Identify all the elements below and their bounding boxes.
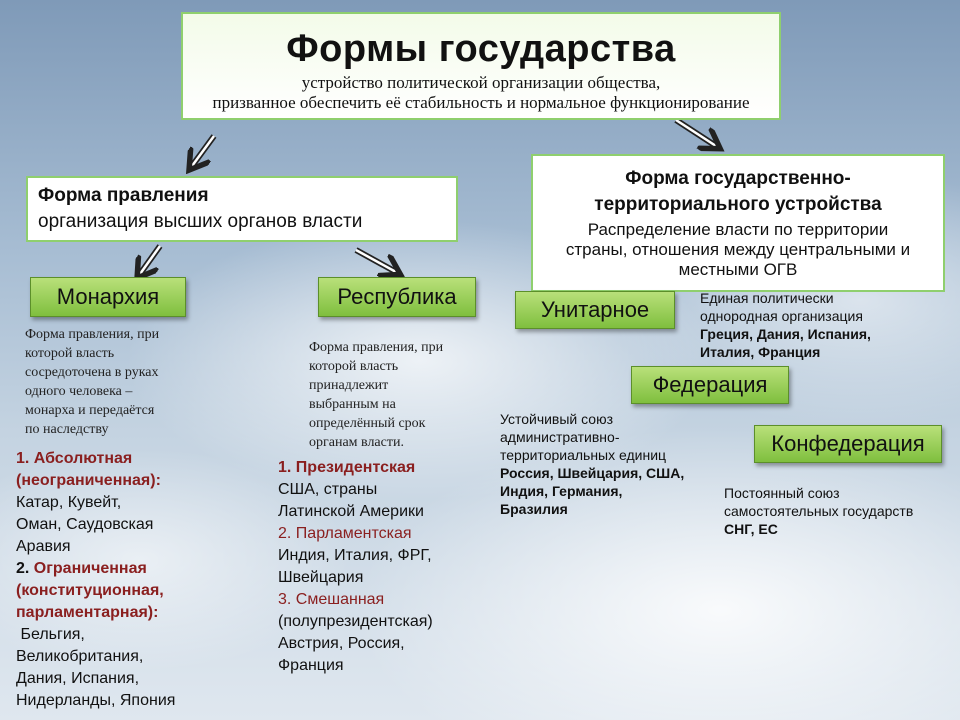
federation-description [500,410,730,518]
example-line: Греция, Дания, Испания, [700,326,871,342]
example-line: Швейцария [278,569,364,586]
example-line: (полупрезидентская) [278,613,433,630]
monarchy-types [16,448,236,712]
unitary-label: Унитарное [515,291,675,329]
territorial-structure-box [531,154,945,292]
description-line: однородная организация [700,308,863,324]
definition-line: принадлежит [309,378,389,393]
territorial-heading-line: территориального устройства [594,194,882,215]
description-line: Устойчивый союз [500,411,614,427]
type-name: Ограниченная [33,560,147,577]
definition-line: которой власть [25,346,115,361]
example-line: Великобритания, [16,648,144,665]
example-line: Бельгия, [16,626,85,643]
subtitle-line: устройство политической организации общества, [301,73,661,92]
territorial-heading [533,166,943,218]
example-line: Оман, Саудовская [16,516,154,533]
type-number: 2. [16,560,30,577]
definition-line: которой власть [309,359,399,374]
republic-type-parliamentary: 2. Парламентская [278,525,412,542]
form-of-rule-box [26,176,458,242]
monarchy-type-limited [16,558,236,580]
territorial-description [533,220,943,280]
example-line: Индия, Италия, ФРГ, [278,547,432,564]
description-line: самостоятельных государств [724,503,914,519]
definition-line: сосредоточена в руках [25,365,159,380]
territorial-desc-line: Распределение власти по территории [587,220,889,239]
example-line: Дания, Испания, [16,670,140,687]
example-line: Латинской Америки [278,503,424,520]
monarchy-label: Монархия [30,277,186,317]
example-line: Франция [278,657,344,674]
description-line: территориальных единиц [500,447,667,463]
arrow-to-territorial [676,120,716,146]
arrow-to-republic [356,250,396,272]
definition-line: Форма правления, при [25,327,160,342]
republic-type-mixed: 3. Смешанная [278,591,385,608]
form-of-rule-heading: Форма правления [38,185,209,206]
definition-line: Форма правления, при [309,340,444,355]
monarchy-type-absolute: 1. Абсолютная [16,450,133,467]
federation-label: Федерация [631,366,789,404]
subtitle-line: призванное обеспечить её стабильность и нормальное функционирование [212,93,750,112]
republic-definition [309,338,479,452]
form-of-rule-description: организация высших органов власти [38,211,363,232]
republic-types [278,457,488,677]
example-line: Италия, Франция [700,344,821,360]
arrow-to-monarchy [140,246,160,274]
confederation-label: Конфедерация [754,425,942,463]
example-line: Индия, Германия, [500,483,623,499]
confederation-description [724,484,956,538]
example-line: Россия, Швейцария, США, [500,465,685,481]
monarchy-type-absolute-note: (неограниченная): [16,472,161,489]
example-line: Нидерланды, Япония [16,692,176,709]
title-subtitle [183,73,779,113]
example-line: Бразилия [500,501,568,517]
example-line: СНГ, ЕС [724,521,778,537]
definition-line: одного человека – [25,384,133,399]
description-line: Единая политически [700,290,834,306]
republic-type-presidential: 1. Президентская [278,459,416,476]
title-box [181,12,781,120]
unitary-description [700,289,950,361]
territorial-desc-line: страны, отношения между центральными и [565,240,911,259]
definition-line: монарха и передаётся [25,403,155,418]
monarchy-type-limited-note: парламентарная): [16,604,159,621]
description-line: административно- [500,429,620,445]
definition-line: определённый срок [309,416,426,431]
territorial-desc-line: местными ОГВ [678,260,798,279]
arrow-to-form-of-rule [192,136,214,166]
definition-line: выбранным на [309,397,396,412]
example-line: Австрия, Россия, [278,635,405,652]
description-line: Постоянный союз [724,485,840,501]
definition-line: органам власти. [309,435,404,450]
monarchy-type-limited-note: (конституционная, [16,582,164,599]
republic-label: Республика [318,277,476,317]
example-line: Аравия [16,538,71,555]
monarchy-definition [25,325,195,439]
example-line: США, страны [278,481,378,498]
territorial-heading-line: Форма государственно- [625,168,851,189]
definition-line: по наследству [25,422,109,437]
page-title: Формы государства [286,28,676,70]
example-line: Катар, Кувейт, [16,494,122,511]
